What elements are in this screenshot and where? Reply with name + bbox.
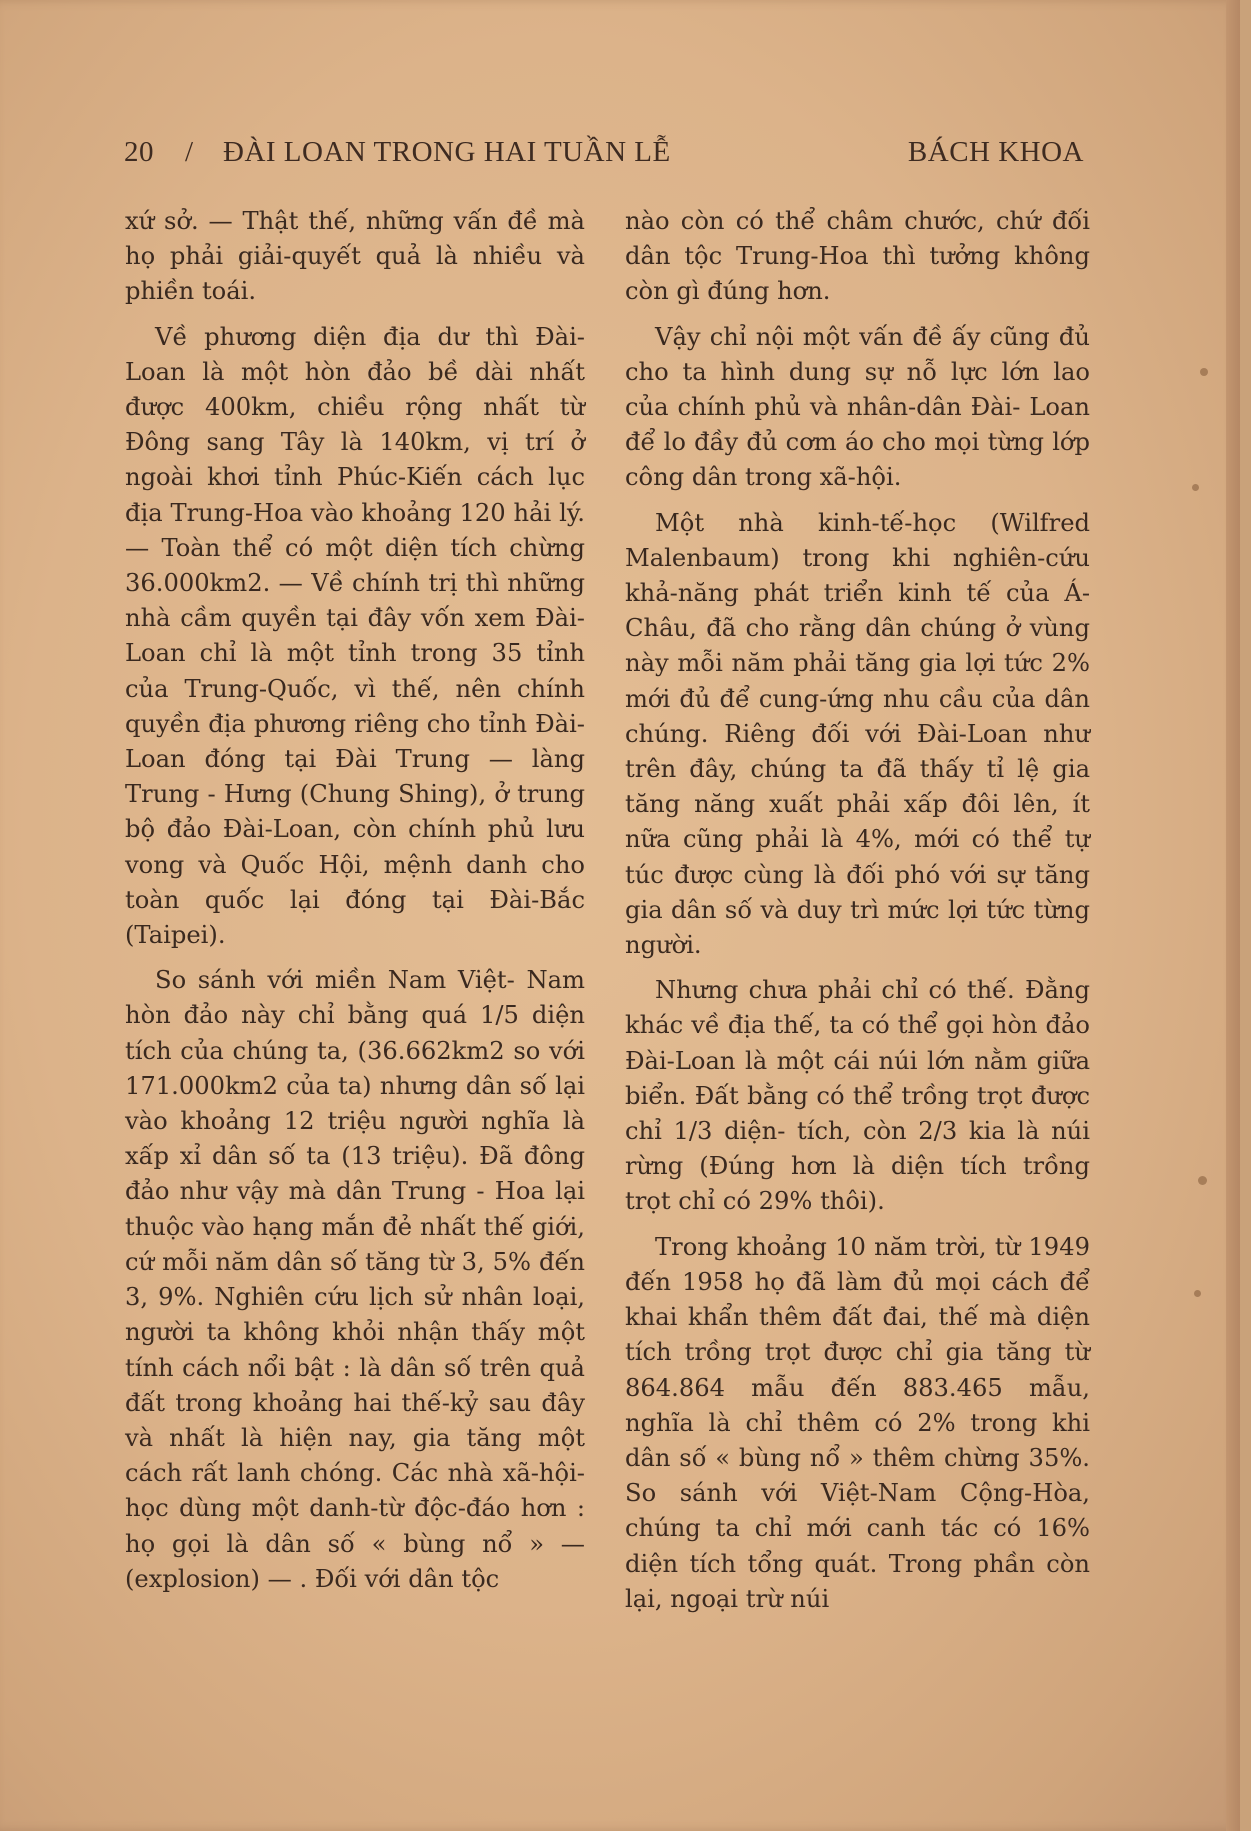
text-line: từng lớp công dân trong xã-hội. xyxy=(625,428,1090,492)
text-line: khỏi nhận thấy một tính cách nổi xyxy=(125,1318,585,1382)
text-line: Cộng-Hòa, chúng ta chỉ mới canh xyxy=(625,1479,1090,1543)
text-line: lịch sử nhân loại, người ta không xyxy=(125,1283,585,1347)
text-line: 29% thôi). xyxy=(758,1187,885,1216)
text-line: được 400km, chiều rộng nhất từ xyxy=(125,393,585,422)
text-line: khoảng hai thế-kỷ sau đây và nhất xyxy=(125,1388,585,1452)
paragraph xyxy=(625,973,1090,1219)
text-line: ta đã thấy tỉ lệ gia tăng năng xuất xyxy=(625,755,1091,819)
paragraph xyxy=(125,204,585,310)
text-line: nào còn có thể châm chước, chứ xyxy=(625,207,1041,235)
text-line: đủ cho ta hình dung sự nỗ lực lớn xyxy=(625,322,1090,386)
text-line: Vậy chỉ nội một vấn đề ấy cũng xyxy=(655,322,1050,351)
text-line: ngoài khơi tỉnh Phúc-Kiến cách lục xyxy=(125,463,585,492)
text-line: Châu, đã cho rằng dân chúng ở xyxy=(625,614,1021,643)
text-line: vùng này mỗi năm phải tăng gia xyxy=(625,614,1090,678)
text-line: Trong phần còn lại, ngoại trừ núi xyxy=(625,1549,1090,1613)
text-line: họ gọi là dân số « bùng nổ » — xyxy=(125,1529,585,1558)
text-line: giới, cứ mỗi năm dân số tăng xyxy=(125,1212,585,1276)
text-line: cách để khai khẩn thêm đất đai, thế xyxy=(625,1267,1090,1332)
text-line: nhu cầu của dân chúng. Riêng đối xyxy=(625,684,1090,748)
paper-stain xyxy=(1198,1176,1207,1185)
text-line: tích, còn 2/3 kia là núi rừng (Đúng xyxy=(625,1117,1091,1181)
text-line: dùng một danh-từ độc-đáo hơn : xyxy=(179,1494,585,1523)
text-line: không còn gì đúng hơn. xyxy=(625,242,1090,306)
text-line: So sánh với miền Nam Việt- xyxy=(155,966,515,995)
text-line: đối dân tộc Trung-Hoa thì tưởng xyxy=(625,207,1090,271)
text-line: vậy mà dân Trung - Hoa lại xyxy=(236,1177,585,1206)
text-line: từ 3, 5% đến 3, 9%. Nghiên cứu xyxy=(125,1247,585,1312)
left-column xyxy=(125,204,585,1597)
text-line: Nam hòn đảo này chỉ bằng quá 1/5 xyxy=(125,966,585,1030)
text-line: hơn là diện tích trồng trọt chỉ có xyxy=(625,1152,1090,1216)
paragraph xyxy=(125,963,585,1597)
text-line: chừng 36.000km2. — Về chính trị xyxy=(125,533,585,598)
text-line: Về phương diện địa dư thì Đài- xyxy=(155,322,585,351)
text-line: thế, nên chính quyền địa phương xyxy=(125,674,585,738)
text-line: Loan để lo đầy đủ cơm áo cho mọi xyxy=(625,393,1090,457)
text-line: Một nhà kinh-tế-học (Wilfred xyxy=(655,508,1090,537)
text-line: với Đài-Loan như trên đây, chúng xyxy=(625,719,1090,784)
text-line: Loan là một hòn đảo bề dài nhất xyxy=(125,357,585,386)
article-title: ĐÀI LOAN TRONG HAI TUẦN LỄ xyxy=(223,136,671,168)
magazine-name: BÁCH KHOA xyxy=(907,136,1084,168)
text-line: và phiền toái. xyxy=(125,242,585,306)
text-line: quốc lại đóng tại Đài-Bắc (Taipei). xyxy=(125,885,585,950)
text-line: và duy trì mức lợi tức từng người. xyxy=(625,895,1090,960)
text-line: Đông sang Tây là 140km, vị trí ở xyxy=(125,428,585,457)
text-line: so với 171.000km2 của ta) nhưng xyxy=(125,1036,585,1100)
text-line: (explosion) — . Đối với dân tộc xyxy=(125,1564,500,1593)
text-line: địa Trung-Hoa vào khoảng 120 hải xyxy=(125,498,552,527)
text-line: phải xấp đôi lên, ít nữa cũng phải xyxy=(625,790,1090,854)
text-line: Đài Trung — làng Trung - Hưng xyxy=(125,745,585,809)
text-line: xứ sở. — Thật thế, những vấn đề xyxy=(125,207,538,235)
text-line: diện tích của chúng ta, (36.662km2 xyxy=(125,1001,585,1065)
text-line: bật : là dân số trên quả đất trong xyxy=(125,1353,585,1417)
text-line: (13 triệu). Đã đông đảo như xyxy=(125,1142,585,1206)
paragraph xyxy=(625,506,1090,964)
text-line: mà diện tích trồng trọt được chỉ gia xyxy=(625,1303,1091,1367)
text-line: trong khi dân số « bùng nổ » thêm xyxy=(625,1408,1090,1472)
text-line: khả-năng phát triển kinh tế của Á- xyxy=(625,579,1090,608)
text-line: tác có 16% diện tích tổng quát. xyxy=(625,1514,1090,1578)
text-line: riêng cho tỉnh Đài-Loan đóng tại xyxy=(125,709,585,774)
text-line: lợi tức 2% mới đủ để cung-ứng xyxy=(625,649,1090,713)
text-line: Malenbaum) trong khi nghiên-cứu xyxy=(625,543,1090,572)
text-line: tăng từ 864.864 mẫu đến 883.465 xyxy=(625,1338,1090,1402)
text-line: Đằng khác về địa thế, ta có thể gọi xyxy=(625,976,1090,1040)
paragraph xyxy=(625,1230,1090,1617)
text-line: lý. — Toàn thể có một diện tích xyxy=(125,498,585,562)
text-line: thì những nhà cầm quyền tại đây xyxy=(125,569,585,633)
text-line: thuộc vào hạng mắn đẻ nhất thế xyxy=(125,1212,524,1241)
text-line: lanh chóng. Các nhà xã-hội-học xyxy=(125,1459,585,1523)
paper-stain xyxy=(1194,1290,1201,1297)
text-line: là đối phó với sự tăng gia dân số xyxy=(625,860,1090,924)
text-line: lớn nằm giữa biển. Đất bằng có xyxy=(625,1046,1090,1110)
text-line: (Chung Shing), ở trung bộ đảo xyxy=(125,780,585,844)
text-line: người nghĩa là xấp xỉ dân số ta xyxy=(125,1107,585,1171)
text-line: và Quốc Hội, mệnh danh cho toàn xyxy=(125,850,585,914)
paper-stain xyxy=(1192,484,1199,491)
text-line: là 4%, mới có thể tự túc được cùng xyxy=(625,825,1090,889)
paragraph xyxy=(125,320,585,954)
header-separator: / xyxy=(185,136,194,168)
page-edge xyxy=(1226,0,1240,1831)
text-line: vốn xem Đài-Loan chỉ là một tỉnh xyxy=(125,604,585,668)
text-line: Trong khoảng 10 năm trời, từ xyxy=(655,1232,1021,1261)
text-line: 1949 đến 1958 họ đã làm đủ mọi xyxy=(625,1232,1090,1296)
right-column xyxy=(625,204,1090,1617)
text-line: là hiện nay, gia tăng một cách rất xyxy=(125,1423,585,1488)
page-number: 20 xyxy=(124,136,154,168)
text-line: Đài-Loan, còn chính phủ lưu vong xyxy=(125,815,585,879)
text-line: hòn đảo Đài-Loan là một cái núi xyxy=(625,1011,1090,1075)
text-line: trong 35 tỉnh của Trung-Quốc, vì xyxy=(125,639,585,703)
text-line: mẫu, nghĩa là chỉ thêm có 2% xyxy=(625,1373,1090,1437)
text-line: mà họ phải giải-quyết quả là nhiều xyxy=(125,207,585,271)
paragraph xyxy=(625,204,1090,310)
text-line: thể trồng trọt được chỉ 1/3 diện- xyxy=(625,1081,1090,1146)
text-line: lao của chính phủ và nhân-dân Đài- xyxy=(625,357,1090,422)
text-line: Nhưng chưa phải chỉ có thế. xyxy=(655,976,1015,1005)
paragraph xyxy=(625,320,1090,496)
text-line: dân số lại vào khoảng 12 triệu xyxy=(125,1071,585,1136)
page-header xyxy=(124,136,1084,176)
text-line: chừng 35%. So sánh với Việt-Nam xyxy=(625,1443,1091,1508)
paper-stain xyxy=(1200,368,1208,376)
